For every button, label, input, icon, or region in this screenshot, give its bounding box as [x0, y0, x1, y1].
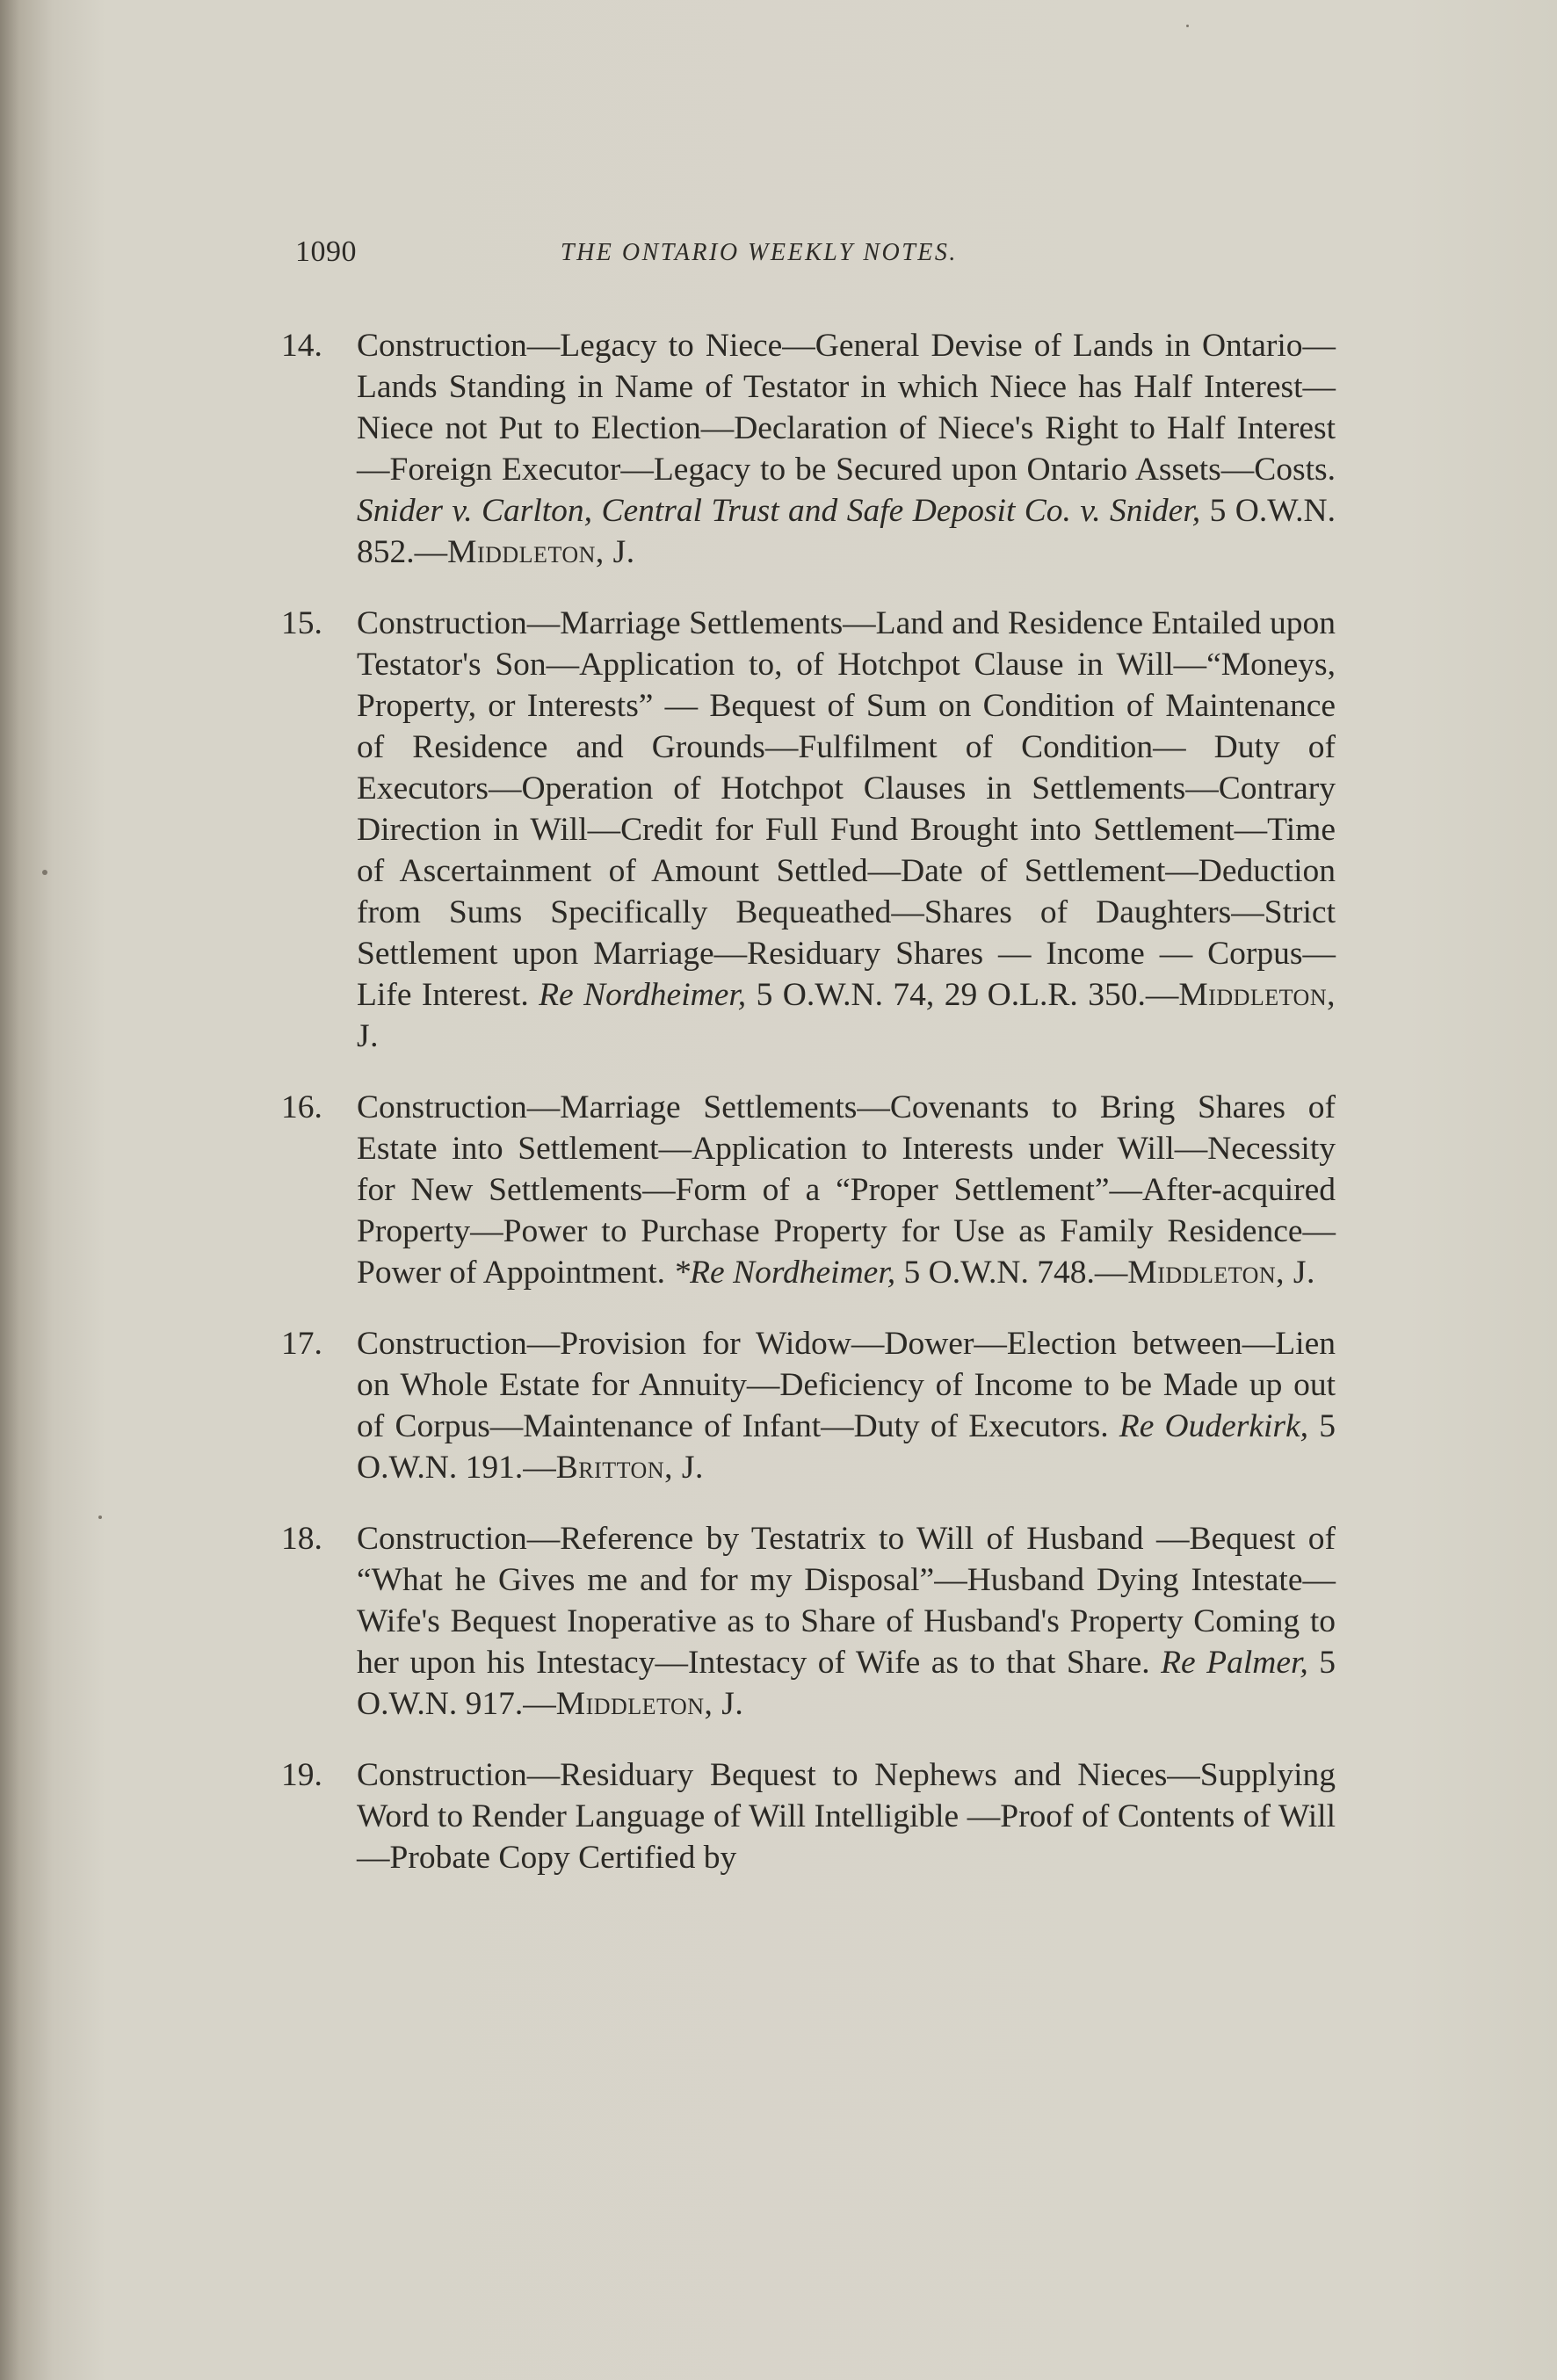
digest-entry: [281, 325, 1336, 573]
entry-citation: 5 O.W.N. 852.—: [357, 493, 1336, 570]
entry-judge: Britton, J.: [555, 1450, 704, 1486]
entry-number: 17.: [281, 1326, 322, 1362]
entry-number: 19.: [281, 1757, 322, 1793]
digest-entries: [281, 325, 1336, 1908]
entry-number: 18.: [281, 1521, 322, 1557]
entry-judge: Middleton, J.: [447, 534, 635, 570]
entry-judge: Middleton, J.: [555, 1686, 744, 1722]
entry-number: 15.: [281, 605, 322, 641]
page-header: [295, 235, 1068, 288]
digest-entry: [281, 1323, 1336, 1488]
entry-judge: Middleton, J.: [357, 977, 1336, 1054]
entry-case-name: Snider v. Carlton, Central Trust and Safe Deposit Co. v. Snider,: [357, 493, 1201, 529]
entry-number: 14.: [281, 328, 322, 364]
entry-case-name: Re Palmer,: [1161, 1645, 1308, 1681]
entry-headnote: Construction—Residuary Bequest to Nephews and Nieces—Supplying Word to Render Language of Will Intelligible —Proof of Contents of Will—Probate Copy Certified by: [357, 1757, 1336, 1876]
entry-headnote: Construction—Reference by Testatrix to Will of Husband —Bequest of “What he Gives me and for my Disposal”—Husband Dying Intestate—Wife's Bequest Inoperative as to Share of Husband's Property Coming to her upon his Intestacy—Intestacy of Wife as to that Share.: [357, 1521, 1336, 1681]
entry-citation: 5 O.W.N. 917.—: [357, 1645, 1336, 1722]
entry-citation: 5 O.W.N. 748.—: [903, 1255, 1128, 1291]
entry-headnote: Construction—Marriage Settlements—Covenants to Bring Shares of Estate into Settlement—Application to Interests under Will—Necessity for New Settlements—Form of a “Proper Settlement”—After-acquired Property—Power to Purchase Property for Use as Family Residence—Power of Appointment.: [357, 1089, 1336, 1291]
entry-citation: 5 O.W.N. 191.—: [357, 1408, 1336, 1486]
digest-entry: [281, 603, 1336, 1057]
entry-headnote: Construction—Provision for Widow—Dower—Election between—Lien on Whole Estate for Annuity—Deficiency of Income to be Made up out of Corpus—Maintenance of Infant—Duty of Executors.: [357, 1326, 1336, 1444]
entry-case-name: Re Nordheimer,: [539, 977, 747, 1013]
ink-speck: [42, 870, 47, 875]
digest-entry: [281, 1087, 1336, 1293]
ink-speck: [98, 1516, 102, 1519]
digest-entry: [281, 1518, 1336, 1725]
entry-case-name: Re Ouderkirk,: [1119, 1408, 1309, 1444]
running-title: THE ONTARIO WEEKLY NOTES.: [561, 239, 958, 266]
entry-case-name: *Re Nordheimer,: [673, 1255, 896, 1291]
entry-number: 16.: [281, 1089, 322, 1125]
entry-judge: Middleton, J.: [1127, 1255, 1315, 1291]
entry-headnote: Construction—Marriage Settlements—Land and Residence Entailed upon Testator's Son—Application to, of Hotchpot Clause in Will—“Moneys, Property, or Interests” — Bequest of Sum on Condition of Maintenance of Residence and Grounds—Fulfilment of Condition— Duty of Executors—Operation of Hotchpot Clauses in Settlements—Contrary Direction in Will—Credit for Full Fund Brought into Settlement—Time of Ascertainment of Amount Settled—Date of Settlement—Deduction from Sums Specifically Bequeathed—Shares of Daughters—Strict Settlement upon Marriage—Residuary Shares — Income — Corpus—Life Interest.: [357, 605, 1336, 1013]
page-number: 1090: [295, 235, 357, 268]
entry-headnote: Construction—Legacy to Niece—General Devise of Lands in Ontario—Lands Standing in Name of Testator in which Niece has Half Interest—Niece not Put to Election—Declaration of Niece's Right to Half Interest—Foreign Executor—Legacy to be Secured upon Ontario Assets—Costs.: [357, 328, 1336, 488]
ink-speck: [1186, 25, 1189, 27]
entry-citation: 5 O.W.N. 74, 29 O.L.R. 350.—: [756, 977, 1179, 1013]
digest-entry: [281, 1754, 1336, 1878]
